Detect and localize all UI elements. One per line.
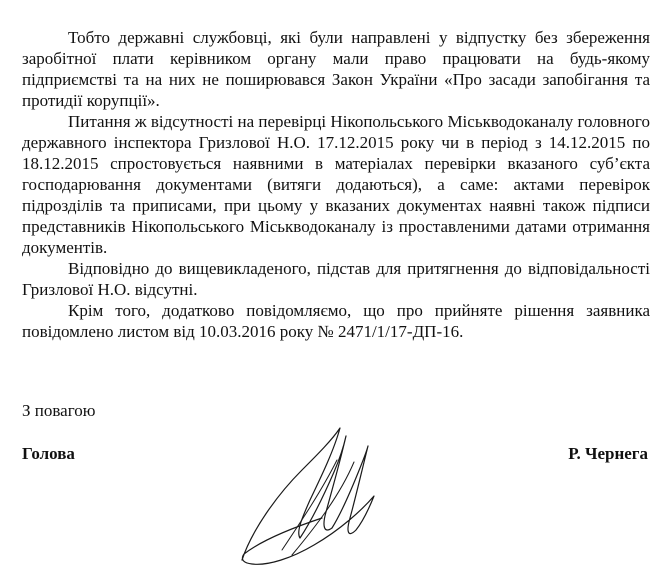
- letter-body: [22, 0, 654, 588]
- paragraph-conclusion: Відповідно до вищевикладеного, підстав для притягнення до відповідальності Гризлової Н.О. відсутні.: [22, 259, 650, 299]
- closing-regards: З повагою: [22, 401, 96, 420]
- paragraph-civil-servants-leave: Тобто державні службовці, які були направлені у відпустку без збереження заробітної плати керівником органу мали право працювати на будь-якому підприємстві та на них не поширювався Закон України «Про засади запобігання та протидії корупції».: [22, 28, 650, 110]
- paragraph-notification: Крім того, додатково повідомляємо, що про прийняте рішення заявника повідомлено листом від 10.03.2016 року № 2471/1/17-ДП-16.: [22, 301, 650, 341]
- signatory-title: Голова: [22, 444, 75, 463]
- signatory-name: Р. Чернега: [568, 444, 648, 463]
- handwritten-signature: [222, 400, 412, 570]
- paragraph-inspector-absence: Питання ж відсутності на перевірці Нікопольського Міськводоканалу головного державного інспектора Гризлової Н.О. 17.12.2015 року чи в період з 14.12.2015 по 18.12.2015 спростовується наявними в матеріалах перевірки вказаного суб’єкта господарювання документами (витяги додаються), а саме: актами перевірок підрозділів та приписами, при цьому у вказаних документах наявні також підписи представників Нікопольського Міськводоканалу із проставленими датами отримання документів.: [22, 112, 650, 257]
